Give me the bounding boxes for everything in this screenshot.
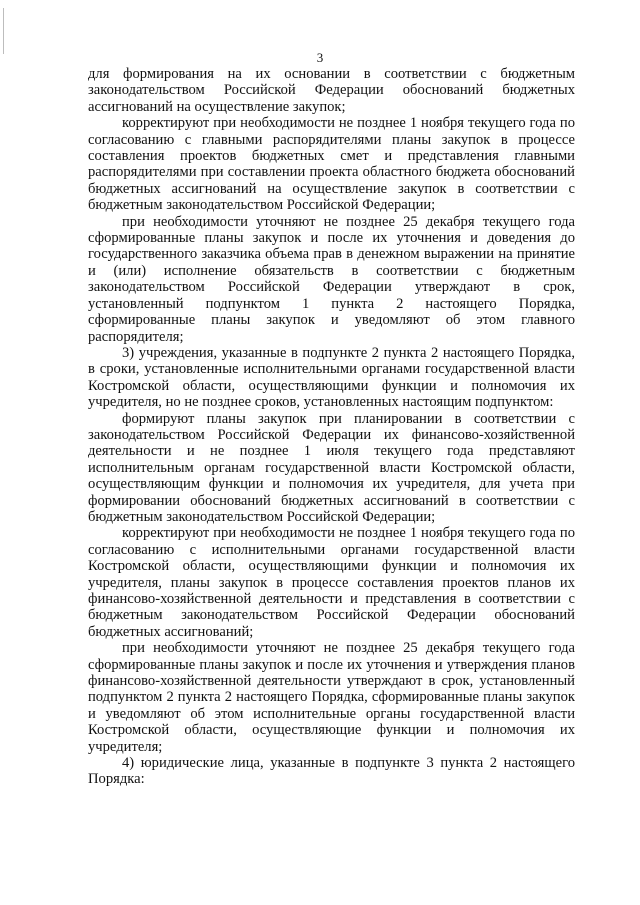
- scan-edge-mark: [3, 8, 4, 54]
- paragraph-item-3-institutions: 3) учреждения, указанные в подпункте 2 пункта 2 настоящего Порядка, в сроки, установленные исполнительными органами государственной власти Костромской области, осуществляющими функции и полномочия их учредителя, но не позднее сроков, установленных настоящим подпунктом:: [88, 344, 575, 411]
- paragraph-update-plans-main-managers: при необходимости уточняют не позднее 25 декабря текущего года сформированные планы закупок и после их уточнения и доведения до государственного заказчика объема прав в денежном выражении на принятие и (или) исполнение обязательств в соответствии с бюджетным законодательством Российской Федерации утверждают в срок, установленный подпунктом 1 пункта 2 настоящего Порядка, сформированные планы закупок и уведомляют об этом главного распорядителя;: [88, 213, 575, 345]
- paragraph-correct-plans-institutions: корректируют при необходимости не позднее 1 ноября текущего года по согласованию с исполнительными органами государственной власти Костромской области, осуществляющими функции и полномочия их учредителя, планы закупок в процессе составления проектов планов их финансово-хозяйственной деятельности и представления в соответствии с бюджетным законодательством Российской Федерации обоснований бюджетных ассигнований;: [88, 525, 575, 640]
- paragraph-item-4-legal-entities: 4) юридические лица, указанные в подпункте 3 пункта 2 настоящего Порядка:: [88, 755, 575, 788]
- document-body: [88, 66, 575, 788]
- paragraph-form-plans-institutions: формируют планы закупок при планировании в соответствии с законодательством Российской Федерации их финансово-хозяйственной деятельности и не позднее 1 июля текущего года представляют исполнительным органам государственной власти Костромской области, осуществляющим функции и полномочия их учредителя, для учета при формировании обоснований бюджетных ассигнований в соответствии с бюджетным законодательством Российской Федерации;: [88, 410, 575, 525]
- paragraph-update-plans-institutions: при необходимости уточняют не позднее 25 декабря текущего года сформированные планы закупок и после их уточнения и утверждения планов финансово-хозяйственной деятельности утверждают в срок, установленный подпунктом 2 пункта 2 настоящего Порядка, сформированные планы закупок и уведомляют об этом исполнительные органы государственной власти Костромской области, осуществляющие функции и полномочия их учредителя;: [88, 640, 575, 755]
- paragraph-continuation: для формирования на их основании в соответствии с бюджетным законодательством Российской Федерации обоснований бюджетных ассигнований на осуществление закупок;: [88, 66, 575, 115]
- paragraph-correct-plans-main-managers: корректируют при необходимости не позднее 1 ноября текущего года по согласованию с главными распорядителями планы закупок в процессе составления проектов бюджетных смет и представления главными распорядителями при составлении проекта областного бюджета обоснований бюджетных ассигнований на осуществление закупок в соответствии с бюджетным законодательством Российской Федерации;: [88, 115, 575, 214]
- page-number: 3: [316, 50, 324, 65]
